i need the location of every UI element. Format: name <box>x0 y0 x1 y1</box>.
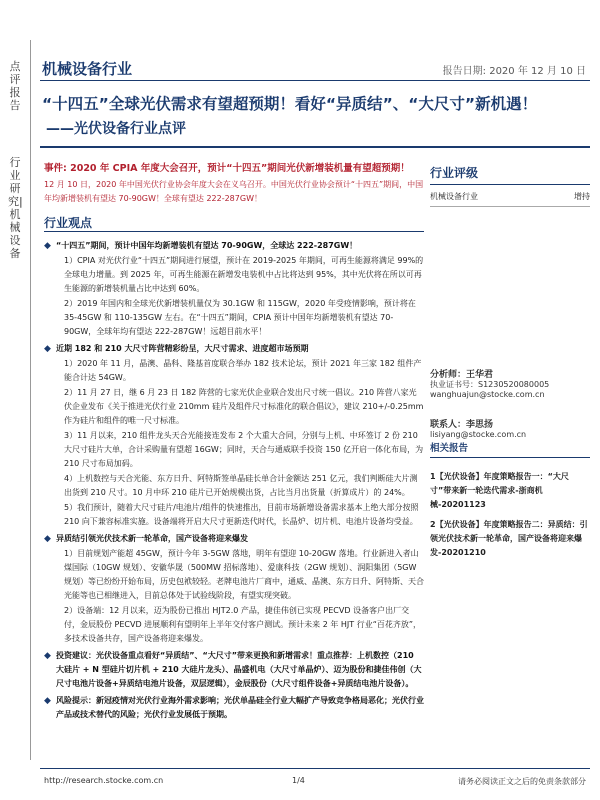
view-item-2-title <box>44 342 424 356</box>
page-subtitle: ——光伏设备行业点评 <box>46 121 186 137</box>
view-item-2-para-2: 2）11 月 27 日，继 6 月 23 日 182 阵营的七家光伏企业联合发出尺寸统一倡议。210 阵营八家光伏企业发布《关于推进光伏行业 210mm 硅片及组件尺寸标准化的联合倡议》，建议 210+/-0.25mm 作为硅片和组件的唯一尺寸标准。 <box>64 388 424 425</box>
related-list <box>430 470 590 566</box>
bullet-icon: ◆ <box>44 344 51 354</box>
view-item-2-para-3: 3）11 月以来，210 组件龙头天合光能接连发布 2 个大重大合同，分别与上机、中环签订 2 份 210 大尺寸硅片大单，合计采购量有望超 16GW；同时，天合与通威联手投资 150 亿开启一体化布局，为 210 尺寸布局加码。 <box>64 431 424 468</box>
sidebar-divider-bottom <box>30 150 31 760</box>
industry-name: 机械设备行业 <box>42 60 133 78</box>
analyst-label: 分析师： <box>430 370 467 380</box>
views-rule <box>44 231 424 232</box>
bullet-icon: ◆ <box>44 651 51 661</box>
page-number: 1/4 <box>292 776 305 785</box>
page-title: “十四五”全球光伏需求有望超预期！看好“异质结”、“大尺寸”新机遇！ <box>42 95 538 113</box>
sidebar-divider-top <box>30 40 31 150</box>
views-heading: 行业观点 <box>44 216 93 230</box>
rating-value: 增持 <box>574 192 590 201</box>
sidebar-report-type-text: 点评报告 <box>9 60 21 112</box>
view-item-1-para-1: 1）CPIA 对光伏行业“十四五”期间进行展望，预计在 2019-2025 年期间，可再生能源将满足 99%的全球电力增量。到 2025 年，可再生能源在新增发电装机中占比将达到 95%，其中光伏将在所以可再生能源的新增装机量占比中达到 60%。 <box>64 256 424 293</box>
views-content <box>44 236 424 722</box>
report-date: 报告日期: 2020 年 12 月 10 日 <box>442 66 586 77</box>
rating-row <box>430 191 590 202</box>
view-item-5-title <box>44 694 424 722</box>
view-item-title: 近期 182 和 210 大尺寸阵营精彩纷呈，大尺寸需求、进度超市场预期 <box>56 344 309 353</box>
bullet-icon: ◆ <box>44 696 51 706</box>
view-item-3-para-2: 2）设备端：12 月以来，迈为股份已推出 HJT2.0 产品，捷佳伟创已实现 PECVD 设备客户出厂交付，金辰股份 PECVD 进展顺利有望明年上半年交付客户测试。预计未来 2 年 HJT 行业“百花齐放”，多技术设备共存，国产设备将迎来爆发。 <box>64 606 421 643</box>
title-rule <box>40 146 590 148</box>
investment-advice: 投资建议：光伏设备重点看好“异质结”、“大尺寸”带来更换和新增需求！重点推荐：上机数控（210 大硅片 + N 型硅片切片机 + 210 大硅片龙头）、晶盛机电（大尺寸单晶炉）、迈为股份和捷佳伟创（大尺寸电池片设备+异质结电池片设备，双层逻辑），金辰股份（大尺寸组件设备+异质结电池片设备）。 <box>56 651 422 688</box>
contact-block <box>430 420 590 440</box>
contact-label: 联系人： <box>430 420 467 430</box>
view-item-title: 异质结引领光伏技术新一轮革命，国产设备将迎来爆发 <box>56 534 248 543</box>
header-rule <box>40 80 590 81</box>
contact-name: 李思扬 <box>466 420 494 430</box>
view-item-4-title <box>44 649 424 691</box>
rating-heading: 行业评级 <box>430 164 590 185</box>
view-item-1-para-2: 2）2019 年国内和全球光伏新增装机量仅为 30.1GW 和 115GW，2020 年受疫情影响，预计将在 35-45GW 和 110-135GW 左右。在“十四五”期间，CPIA 预计中国年均新增装机有望达 70-90GW，全球年均有望达 222-287GW！远超目前水平！ <box>64 299 416 336</box>
sidebar-category-text: 行业研究|机械设备 <box>8 156 23 260</box>
view-item-title: “十四五”期间，预计中国年均新增装机有望达 70-90GW，全球达 222-287GW！ <box>56 241 358 250</box>
related-heading: 相关报告 <box>430 440 590 458</box>
contact-email[interactable]: lisiyang@stocke.com.cn <box>430 430 527 439</box>
bullet-icon: ◆ <box>44 241 51 251</box>
view-item-2-para-4: 4）上机数控与天合光能、东方日升、阿特斯签单晶硅长单合计金额达 251 亿元，我们判断硅大片测出货到 210 尺寸。10 月中环 210 硅片已开始规模出货，占比当月出货量（折算成片）的 24%。 <box>64 474 418 497</box>
rating-rule <box>430 206 590 207</box>
footer-url[interactable]: http://research.stocke.com.cn <box>44 776 164 785</box>
event-text: 12 月 10 日，2020 年中国光伏行业协会年度大会在义乌召开。中国光伏行业协会预计“十四五”期间，中国年均新增装机有望达 70-90GW！全球有望达 222-287GW！ <box>44 180 424 203</box>
related-report-2[interactable]: 2【光伏设备】年度策略报告二：异质结：引领光伏技术新一轮革命，国产设备将迎来爆发-20201210 <box>430 520 588 557</box>
rating-industry: 机械设备行业 <box>430 192 478 201</box>
sidebar-category <box>8 156 26 260</box>
event-heading: 事件: 2020 年 CPIA 年度大会召开，预计“十四五”期间光伏新增装机量有望超预期！ <box>44 163 410 174</box>
footer-disclaimer: 请务必阅读正文之后的免责条款部分 <box>458 777 586 786</box>
view-item-2-para-5: 5）我们预计，随着大尺寸硅片/电池片/组件的快速推出，目前市场新增设备需求基本上绝大部分按照 210 向下兼容标准实施。设备端将开启大尺寸更新迭代时代，长晶炉、切片机、电池片设备均受益。 <box>64 503 419 526</box>
analyst-name: 王华君 <box>466 370 494 380</box>
analyst-block <box>430 370 590 400</box>
bullet-icon: ◆ <box>44 534 51 544</box>
view-item-3-title <box>44 532 424 546</box>
related-report-1[interactable]: 1【光伏设备】年度策略报告一：“大尺寸”带来新一轮迭代需求-浙商机械-20201123 <box>430 472 569 509</box>
view-item-2-para-1: 1）2020 年 11 月，晶澳、晶科、隆基首度联合举办 182 技术论坛，预计 2021 年三家 182 组件产能合计达 54GW。 <box>64 359 422 382</box>
risk-warning: 风险提示：新冠疫情对光伏行业海外需求影响；光伏单晶硅全行业大幅扩产导致竞争格局恶化；光伏行业产品或技术替代的风险；光伏行业发展低于预期。 <box>56 696 424 719</box>
sidebar-report-type <box>8 60 26 112</box>
view-item-1-title <box>44 239 424 253</box>
rating-panel <box>430 160 590 207</box>
analyst-email[interactable]: wanghuajun@stocke.com.cn <box>430 390 545 399</box>
footer-rule <box>40 768 590 769</box>
view-item-3-para-1: 1）目前规划产能超 45GW，预计今年 3-5GW 落地，明年有望迎 10-20GW 落地。行业新进入者山煤国际（10GW 规划）、安徽华晟（500MW 招标落地）、爱康科技（2GW 规划）、润阳集团（5GW 规划）等已纷纷开始布局，历史包袱较轻。老牌电池片厂商中，通威、晶澳、东方日升、阿特斯、天合光能等也已相继进入，目前总体处于试验线阶段，有望实现突破。 <box>64 549 424 600</box>
analyst-cert: 执业证书号：S1230520080005 <box>430 380 550 389</box>
